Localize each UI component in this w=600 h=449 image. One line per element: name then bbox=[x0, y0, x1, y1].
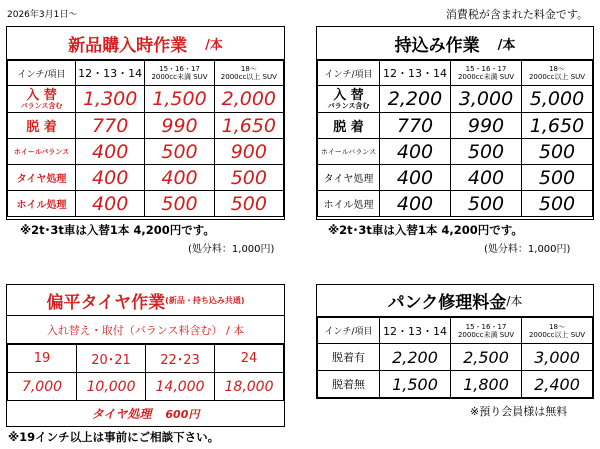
new-purchase-panel bbox=[6, 26, 285, 220]
row-label: タイヤ処理 bbox=[8, 165, 76, 191]
table-row bbox=[318, 371, 593, 398]
price-cell: 400 bbox=[451, 165, 522, 191]
price-cell: 2,500 bbox=[451, 344, 522, 371]
new-purchase-unit: /本 bbox=[205, 37, 223, 53]
size-row bbox=[8, 345, 284, 373]
table-row bbox=[8, 191, 284, 217]
price-cell: 990 bbox=[145, 113, 214, 139]
header-size-mid: 15・16・17 2000cc未満 SUV bbox=[145, 61, 214, 86]
price-cell: 3,000 bbox=[522, 344, 593, 371]
table-row bbox=[318, 165, 593, 191]
header-size-large: 18〜 2000cc以上 SUV bbox=[522, 318, 593, 344]
size-cell: 19 bbox=[8, 345, 77, 373]
size-cell: 24 bbox=[215, 345, 284, 373]
flat-tire-title: 偏平タイヤ作業 bbox=[46, 292, 166, 313]
price-cell: 500 bbox=[522, 165, 593, 191]
header-size-small: 12・13・14 bbox=[380, 61, 451, 86]
flat-tire-table bbox=[7, 344, 284, 401]
price-cell: 500 bbox=[214, 165, 283, 191]
price-cell: 1,800 bbox=[451, 371, 522, 398]
puncture-panel bbox=[316, 284, 594, 399]
carry-in-table bbox=[317, 60, 593, 217]
header-item: インチ/項目 bbox=[8, 61, 76, 86]
carry-in-title: 持込み作業 bbox=[394, 35, 480, 56]
puncture-table bbox=[317, 317, 593, 398]
row-label: 入 替 バランス含む bbox=[318, 86, 380, 113]
header-size-small: 12・13・14 bbox=[380, 318, 451, 344]
carry-in-title-bar bbox=[317, 27, 593, 60]
carry-in-disposal-note: (処分料：1,000円) bbox=[484, 244, 571, 255]
price-cell: 3,000 bbox=[451, 86, 522, 113]
price-cell: 500 bbox=[214, 191, 283, 217]
row-label: 脱 着 bbox=[318, 113, 380, 139]
puncture-note: ※預り会員様は無料 bbox=[470, 405, 568, 418]
price-cell: 2,000 bbox=[214, 86, 283, 113]
new-purchase-note: ※2t･3t車は入替1本 4,200円です。 bbox=[20, 223, 215, 237]
new-purchase-title: 新品購入時作業 bbox=[68, 35, 188, 56]
price-cell: 500 bbox=[145, 139, 214, 165]
table-row bbox=[8, 139, 284, 165]
row-label: ホイル処理 bbox=[318, 191, 380, 217]
table-row bbox=[8, 165, 284, 191]
tax-note: 消費税が含まれた料金です。 bbox=[445, 8, 588, 21]
row-label: 脱着有 bbox=[318, 344, 380, 371]
price-cell: 10,000 bbox=[77, 373, 146, 401]
new-purchase-table bbox=[7, 60, 284, 217]
price-cell: 500 bbox=[522, 139, 593, 165]
size-cell: 20･21 bbox=[77, 345, 146, 373]
flat-tire-subtitle: 入れ替え・取付（バランス料含む） / 本 bbox=[7, 316, 284, 344]
carry-in-panel bbox=[316, 26, 594, 220]
price-cell: 1,500 bbox=[145, 86, 214, 113]
price-cell: 400 bbox=[380, 139, 451, 165]
size-cell: 22･23 bbox=[146, 345, 215, 373]
price-cell: 1,500 bbox=[380, 371, 451, 398]
carry-in-unit: /本 bbox=[497, 37, 516, 53]
price-cell: 400 bbox=[76, 191, 145, 217]
price-cell: 990 bbox=[451, 113, 522, 139]
new-purchase-title-bar bbox=[7, 27, 284, 60]
price-cell: 500 bbox=[451, 139, 522, 165]
table-row bbox=[318, 139, 593, 165]
table-row bbox=[8, 86, 284, 113]
header-item: インチ/項目 bbox=[318, 318, 380, 344]
table-row bbox=[8, 113, 284, 139]
flat-tire-note: ※19インチ以上は事前にご相談下さい。 bbox=[8, 430, 220, 444]
disposal-price: 600円 bbox=[165, 407, 200, 421]
new-purchase-disposal-note: (処分料：1,000円) bbox=[188, 244, 275, 255]
puncture-title: パンク修理料金 bbox=[387, 293, 507, 313]
header-size-mid: 15・16・17 2000cc未満 SUV bbox=[451, 318, 522, 344]
table-header-row bbox=[8, 61, 284, 86]
row-label: 入 替 バランス含む bbox=[8, 86, 76, 113]
price-cell: 400 bbox=[76, 165, 145, 191]
price-cell: 900 bbox=[214, 139, 283, 165]
price-row bbox=[8, 373, 284, 401]
puncture-title-bar bbox=[317, 285, 593, 317]
table-row bbox=[318, 344, 593, 371]
price-cell: 2,200 bbox=[380, 86, 451, 113]
row-label: ホイールバランス bbox=[8, 139, 76, 165]
price-cell: 400 bbox=[380, 165, 451, 191]
price-cell: 5,000 bbox=[522, 86, 593, 113]
price-cell: 1,650 bbox=[522, 113, 593, 139]
price-cell: 18,000 bbox=[215, 373, 284, 401]
header-size-large: 18〜 2000cc以上 SUV bbox=[522, 61, 593, 86]
price-cell: 500 bbox=[451, 191, 522, 217]
row-label: 脱着無 bbox=[318, 371, 380, 398]
row-label: ホイールバランス bbox=[318, 139, 380, 165]
price-cell: 1,650 bbox=[214, 113, 283, 139]
puncture-unit: /本 bbox=[506, 294, 523, 308]
price-cell: 2,400 bbox=[522, 371, 593, 398]
header-size-mid: 15・16・17 2000cc未満 SUV bbox=[451, 61, 522, 86]
flat-tire-disposal bbox=[7, 401, 284, 426]
price-cell: 400 bbox=[145, 165, 214, 191]
header-item: インチ/項目 bbox=[318, 61, 380, 86]
table-row bbox=[318, 191, 593, 217]
price-cell: 770 bbox=[380, 113, 451, 139]
table-header-row bbox=[318, 318, 593, 344]
flat-tire-title-suffix: (新品・持ち込み共通) bbox=[165, 295, 245, 305]
row-label: タイヤ処理 bbox=[318, 165, 380, 191]
flat-tire-title-bar bbox=[7, 285, 284, 316]
flat-tire-panel bbox=[6, 284, 285, 427]
price-cell: 500 bbox=[522, 191, 593, 217]
price-cell: 1,300 bbox=[76, 86, 145, 113]
effective-date: 2026年3月1日〜 bbox=[7, 10, 78, 20]
header-size-small: 12・13・14 bbox=[76, 61, 145, 86]
disposal-label: タイヤ処理 bbox=[91, 407, 152, 421]
price-cell: 770 bbox=[76, 113, 145, 139]
price-cell: 400 bbox=[380, 191, 451, 217]
price-cell: 500 bbox=[145, 191, 214, 217]
price-cell: 7,000 bbox=[8, 373, 77, 401]
table-header-row bbox=[318, 61, 593, 86]
table-row bbox=[318, 86, 593, 113]
carry-in-note: ※2t･3t車は入替1本 4,200円です。 bbox=[328, 223, 523, 237]
header-size-large: 18〜 2000cc以上 SUV bbox=[214, 61, 283, 86]
row-label: 脱 着 bbox=[8, 113, 76, 139]
price-cell: 2,200 bbox=[380, 344, 451, 371]
table-row bbox=[318, 113, 593, 139]
price-cell: 400 bbox=[76, 139, 145, 165]
row-label: ホイル処理 bbox=[8, 191, 76, 217]
price-cell: 14,000 bbox=[146, 373, 215, 401]
